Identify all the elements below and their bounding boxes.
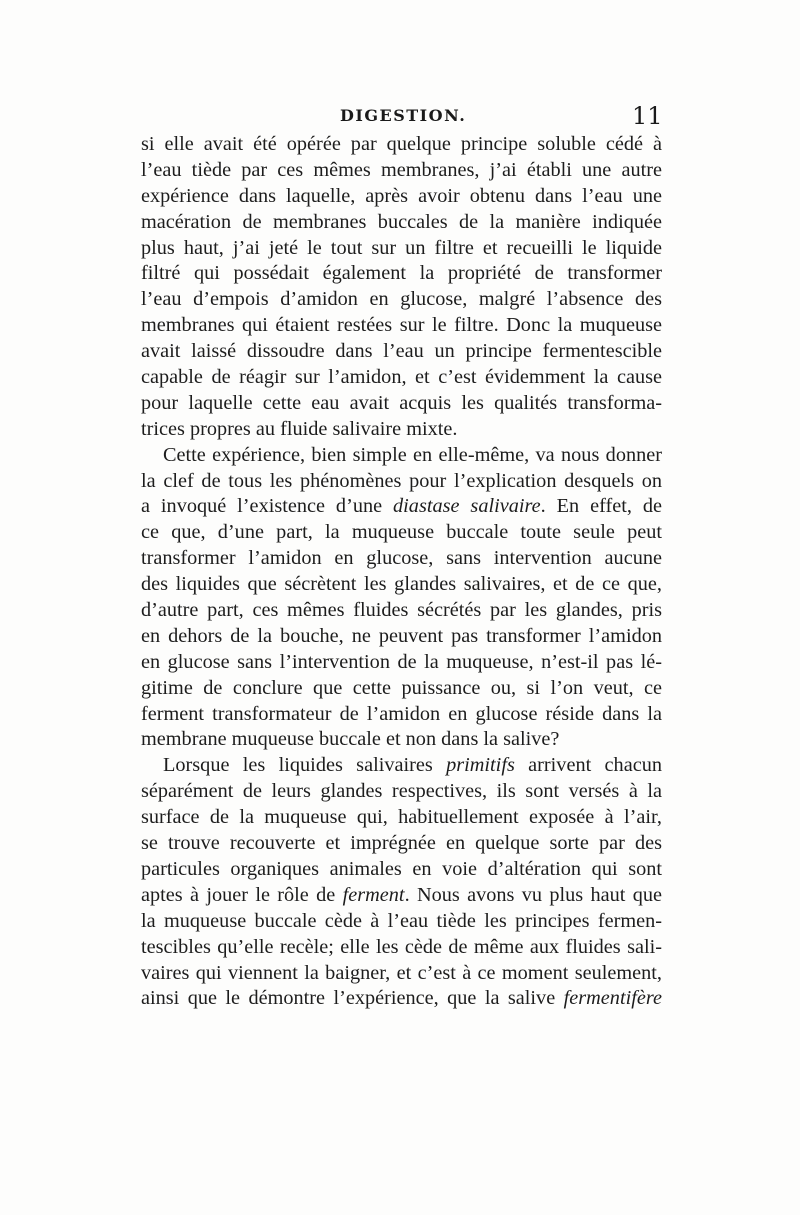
text-line <box>141 520 662 546</box>
text-run: l’eau tiède par ces mêmes membranes, j’ai établi une autre <box>141 158 662 181</box>
text-run: surface de la muqueuse qui, habituellement exposée à l’air, <box>141 806 662 829</box>
text-run: l’eau d’empois d’amidon en glucose, malgré l’absence des <box>141 288 662 311</box>
text-line <box>141 572 662 598</box>
text-run: ce que, d’une part, la muqueuse buccale toute seule peut <box>141 521 662 544</box>
text-run: pour laquelle cette eau avait acquis les qualités transforma- <box>141 391 662 414</box>
text-run: membranes qui étaient restées sur le filtre. Donc la muqueuse <box>141 314 662 337</box>
text-run: la muqueuse buccale cède à l’eau tiède les principes fermen- <box>141 909 662 932</box>
text-line <box>141 417 662 443</box>
text-line <box>141 443 662 469</box>
text-run: capable de réagir sur l’amidon, et c’est évidemment la cause <box>141 366 662 389</box>
text-line <box>141 210 662 236</box>
italic-term: ferment <box>342 883 405 906</box>
text-run: . Nous avons vu plus haut que <box>404 883 662 906</box>
text-line <box>141 313 662 339</box>
page-number: 11 <box>632 102 663 130</box>
text-run: ferment transformateur de l’amidon en glucose réside dans la <box>141 702 662 725</box>
text-line <box>141 287 662 313</box>
text-line <box>141 261 662 287</box>
text-run: d’autre part, ces mêmes fluides sécrétés par les glandes, pris <box>141 599 662 622</box>
text-run: si elle avait été opérée par quelque principe soluble cédé à <box>141 133 662 155</box>
text-run: expérience dans laquelle, après avoir obtenu dans l’eau une <box>141 184 662 207</box>
text-line <box>141 779 662 805</box>
text-line <box>141 676 662 702</box>
text-run: Cette expérience, bien simple en elle-même, va nous donner <box>163 443 662 466</box>
text-line <box>141 986 662 1012</box>
text-run: en glucose sans l’intervention de la muqueuse, n’est-il pas lé- <box>141 650 662 673</box>
text-line <box>141 339 662 365</box>
text-line <box>141 469 662 495</box>
text-run: particules organiques animales en voie d’altération qui sont <box>141 857 662 880</box>
italic-term: primitifs <box>446 754 515 777</box>
body-text <box>141 132 662 1012</box>
text-run: la clef de tous les phénomènes pour l’explication desquels on <box>141 469 662 492</box>
text-run: . En effet, de <box>540 495 662 518</box>
text-line <box>141 158 662 184</box>
text-run: aptes à jouer le rôle de <box>141 883 343 906</box>
text-line <box>141 831 662 857</box>
italic-term: diastase salivaire <box>393 495 541 518</box>
italic-term: fermentifère <box>563 987 662 1010</box>
text-line <box>141 961 662 987</box>
text-line <box>141 857 662 883</box>
text-line <box>141 391 662 417</box>
text-run: trices propres au fluide salivaire mixte. <box>141 417 458 440</box>
running-head <box>0 102 800 132</box>
text-line <box>141 935 662 961</box>
text-run: des liquides que sécrètent les glandes salivaires, et de ce que, <box>141 573 662 596</box>
text-line <box>141 753 662 779</box>
text-line <box>141 184 662 210</box>
text-line <box>141 805 662 831</box>
text-run: séparément de leurs glandes respectives, ils sont versés à la <box>141 780 662 803</box>
text-run: macération de membranes buccales de la manière indiquée <box>141 210 662 233</box>
text-line <box>141 546 662 572</box>
text-run: avait laissé dissoudre dans l’eau un principe fermentescible <box>141 340 662 363</box>
text-run: a invoqué l’existence d’une <box>141 495 394 518</box>
text-line <box>141 494 662 520</box>
running-title: DIGESTION. <box>340 106 467 125</box>
text-line <box>141 236 662 262</box>
text-run: tescibles qu’elle recèle; elle les cède de même aux fluides sali- <box>141 935 662 958</box>
text-run: ainsi que le démontre l’expérience, que la salive <box>141 987 564 1010</box>
text-run: gitime de conclure que cette puissance ou, si l’on veut, ce <box>141 676 662 699</box>
text-line <box>141 624 662 650</box>
text-line <box>141 909 662 935</box>
text-run: arrivent chacun <box>514 754 662 777</box>
text-line <box>141 365 662 391</box>
text-run: se trouve recouverte et imprégnée en quelque sorte par des <box>141 832 662 855</box>
text-run: plus haut, j’ai jeté le tout sur un filtre et recueilli le liquide <box>141 236 662 259</box>
text-line <box>141 702 662 728</box>
text-run: vaires qui viennent la baigner, et c’est à ce moment seulement, <box>141 961 662 984</box>
text-run: en dehors de la bouche, ne peuvent pas transformer l’amidon <box>141 624 662 647</box>
text-run: filtré qui possédait également la propriété de transformer <box>141 262 662 285</box>
text-line <box>141 598 662 624</box>
text-run: Lorsque les liquides salivaires <box>163 754 447 777</box>
text-line <box>141 132 662 158</box>
text-run: transformer l’amidon en glucose, sans intervention aucune <box>141 547 662 570</box>
text-line <box>141 727 662 753</box>
text-line <box>141 650 662 676</box>
text-line <box>141 883 662 909</box>
text-run: membrane muqueuse buccale et non dans la salive? <box>141 728 560 751</box>
